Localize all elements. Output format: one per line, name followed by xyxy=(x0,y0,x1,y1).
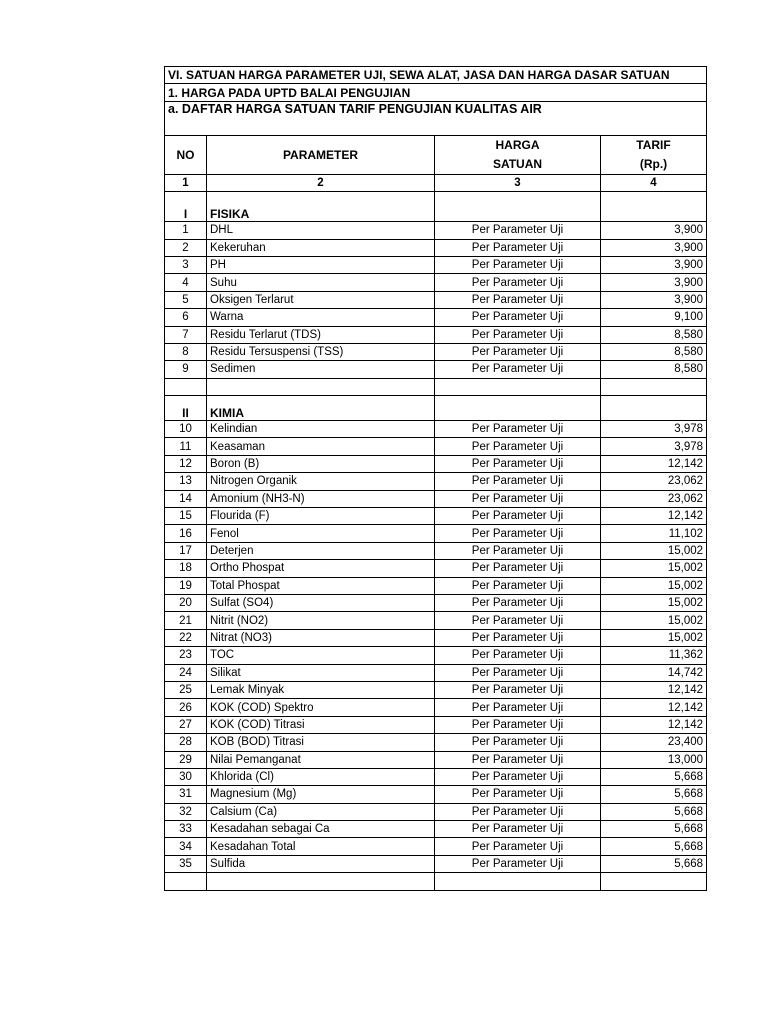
parameter-name: Magnesium (Mg) xyxy=(207,786,435,803)
row-number: 24 xyxy=(165,664,207,681)
empty-cell xyxy=(207,378,435,395)
unit-price-basis: Per Parameter Uji xyxy=(435,455,601,472)
table-row xyxy=(165,525,707,542)
header-tarif-line1: TARIF xyxy=(636,137,671,152)
parameter-name: Residu Tersuspensi (TSS) xyxy=(207,343,435,360)
section-title: 1. HARGA PADA UPTD BALAI PENGUJIAN xyxy=(165,84,707,101)
row-number: 11 xyxy=(165,438,207,455)
row-number: 22 xyxy=(165,629,207,646)
tariff-value: 3,900 xyxy=(601,239,707,256)
tariff-value: 5,668 xyxy=(601,855,707,872)
unit-price-basis: Per Parameter Uji xyxy=(435,821,601,838)
empty-cell xyxy=(601,192,707,222)
tariff-value: 15,002 xyxy=(601,560,707,577)
unit-price-basis: Per Parameter Uji xyxy=(435,577,601,594)
row-number: 18 xyxy=(165,560,207,577)
parameter-name: KOB (BOD) Titrasi xyxy=(207,734,435,751)
table-row xyxy=(165,239,707,256)
parameter-name: Boron (B) xyxy=(207,455,435,472)
unit-price-basis: Per Parameter Uji xyxy=(435,438,601,455)
row-number: 32 xyxy=(165,803,207,820)
row-number: 5 xyxy=(165,291,207,308)
parameter-name: Sulfat (SO4) xyxy=(207,594,435,611)
tariff-value: 5,668 xyxy=(601,803,707,820)
row-number: 1 xyxy=(165,222,207,239)
table-row xyxy=(165,326,707,343)
unit-price-basis: Per Parameter Uji xyxy=(435,855,601,872)
unit-price-basis: Per Parameter Uji xyxy=(435,803,601,820)
tariff-value: 3,978 xyxy=(601,421,707,438)
empty-cell xyxy=(435,378,601,395)
table-row xyxy=(165,629,707,646)
table-row xyxy=(165,309,707,326)
parameter-name: Sulfida xyxy=(207,855,435,872)
empty-cell xyxy=(435,396,601,421)
header-harga-line1: HARGA xyxy=(495,137,540,152)
row-number: 19 xyxy=(165,577,207,594)
tariff-value: 15,002 xyxy=(601,577,707,594)
table-row xyxy=(165,786,707,803)
section-name: FISIKA xyxy=(207,192,435,222)
table-row xyxy=(165,490,707,507)
tariff-value: 5,668 xyxy=(601,768,707,785)
row-number: 29 xyxy=(165,751,207,768)
tariff-value: 11,102 xyxy=(601,525,707,542)
tariff-value: 5,668 xyxy=(601,786,707,803)
table-title: a. DAFTAR HARGA SATUAN TARIF PENGUJIAN KUALITAS AIR xyxy=(165,101,707,135)
row-number: 12 xyxy=(165,455,207,472)
table-row xyxy=(165,256,707,273)
unit-price-basis: Per Parameter Uji xyxy=(435,291,601,308)
row-number: 10 xyxy=(165,421,207,438)
unit-price-basis: Per Parameter Uji xyxy=(435,256,601,273)
table-row xyxy=(165,455,707,472)
header-tarif-line2: (Rp.) xyxy=(639,156,668,171)
row-number: 2 xyxy=(165,239,207,256)
table-row xyxy=(165,751,707,768)
column-number-row xyxy=(165,174,707,191)
row-number: 34 xyxy=(165,838,207,855)
parameter-name: KOK (COD) Titrasi xyxy=(207,716,435,733)
table-row xyxy=(165,647,707,664)
tariff-value: 9,100 xyxy=(601,309,707,326)
row-number: 9 xyxy=(165,361,207,378)
section-header-row xyxy=(165,192,707,222)
unit-price-basis: Per Parameter Uji xyxy=(435,751,601,768)
tariff-value: 15,002 xyxy=(601,594,707,611)
parameter-name: Nilai Pemanganat xyxy=(207,751,435,768)
parameter-name: Deterjen xyxy=(207,542,435,559)
column-number: 2 xyxy=(207,174,435,191)
unit-price-basis: Per Parameter Uji xyxy=(435,594,601,611)
parameter-name: Nitrogen Organik xyxy=(207,473,435,490)
tariff-value: 13,000 xyxy=(601,751,707,768)
table-row xyxy=(165,664,707,681)
row-number: 33 xyxy=(165,821,207,838)
parameter-name: Fenol xyxy=(207,525,435,542)
tariff-value: 8,580 xyxy=(601,343,707,360)
unit-price-basis: Per Parameter Uji xyxy=(435,274,601,291)
table-row xyxy=(165,222,707,239)
unit-price-basis: Per Parameter Uji xyxy=(435,473,601,490)
unit-price-basis: Per Parameter Uji xyxy=(435,716,601,733)
tariff-value: 3,900 xyxy=(601,291,707,308)
section-numeral: II xyxy=(165,396,207,421)
table-row xyxy=(165,768,707,785)
unit-price-basis: Per Parameter Uji xyxy=(435,222,601,239)
unit-price-basis: Per Parameter Uji xyxy=(435,343,601,360)
column-header-row xyxy=(165,135,707,174)
header-parameter: PARAMETER xyxy=(207,135,435,174)
table-row xyxy=(165,542,707,559)
parameter-name: Residu Terlarut (TDS) xyxy=(207,326,435,343)
table-row xyxy=(165,681,707,698)
row-number: 28 xyxy=(165,734,207,751)
tariff-table xyxy=(164,66,707,891)
tariff-value: 23,062 xyxy=(601,490,707,507)
unit-price-basis: Per Parameter Uji xyxy=(435,612,601,629)
row-number: 16 xyxy=(165,525,207,542)
table-row xyxy=(165,855,707,872)
tariff-value: 15,002 xyxy=(601,612,707,629)
unit-price-basis: Per Parameter Uji xyxy=(435,361,601,378)
row-number: 8 xyxy=(165,343,207,360)
spacer-row xyxy=(165,378,707,395)
table-row xyxy=(165,361,707,378)
tariff-value: 12,142 xyxy=(601,699,707,716)
table-row xyxy=(165,421,707,438)
empty-cell xyxy=(165,378,207,395)
table-row xyxy=(165,291,707,308)
table-row xyxy=(165,577,707,594)
tariff-value: 15,002 xyxy=(601,542,707,559)
parameter-name: Warna xyxy=(207,309,435,326)
column-number: 4 xyxy=(601,174,707,191)
empty-cell xyxy=(601,396,707,421)
table-row xyxy=(165,274,707,291)
header-harga-satuan xyxy=(435,135,601,174)
parameter-name: TOC xyxy=(207,647,435,664)
row-number: 31 xyxy=(165,786,207,803)
parameter-name: Ortho Phospat xyxy=(207,560,435,577)
row-number: 25 xyxy=(165,681,207,698)
unit-price-basis: Per Parameter Uji xyxy=(435,525,601,542)
parameter-name: Lemak Minyak xyxy=(207,681,435,698)
parameter-name: KOK (COD) Spektro xyxy=(207,699,435,716)
parameter-name: Sedimen xyxy=(207,361,435,378)
table-row xyxy=(165,594,707,611)
section-name: KIMIA xyxy=(207,396,435,421)
table-row xyxy=(165,699,707,716)
parameter-name: Amonium (NH3-N) xyxy=(207,490,435,507)
row-number: 6 xyxy=(165,309,207,326)
header-tarif xyxy=(601,135,707,174)
row-number: 7 xyxy=(165,326,207,343)
tariff-value: 11,362 xyxy=(601,647,707,664)
empty-cell xyxy=(435,873,601,890)
unit-price-basis: Per Parameter Uji xyxy=(435,508,601,525)
table-row xyxy=(165,716,707,733)
parameter-name: Nitrit (NO2) xyxy=(207,612,435,629)
tariff-value: 12,142 xyxy=(601,508,707,525)
parameter-name: PH xyxy=(207,256,435,273)
table-row xyxy=(165,612,707,629)
table-row xyxy=(165,473,707,490)
parameter-name: DHL xyxy=(207,222,435,239)
parameter-name: Calsium (Ca) xyxy=(207,803,435,820)
tariff-value: 23,062 xyxy=(601,473,707,490)
row-number: 4 xyxy=(165,274,207,291)
row-number: 13 xyxy=(165,473,207,490)
unit-price-basis: Per Parameter Uji xyxy=(435,681,601,698)
table-row xyxy=(165,734,707,751)
empty-cell xyxy=(207,873,435,890)
parameter-name: Flourida (F) xyxy=(207,508,435,525)
tariff-value: 23,400 xyxy=(601,734,707,751)
empty-cell xyxy=(601,873,707,890)
row-number: 15 xyxy=(165,508,207,525)
row-number: 17 xyxy=(165,542,207,559)
tariff-value: 3,978 xyxy=(601,438,707,455)
header-harga-line2: SATUAN xyxy=(492,156,543,171)
parameter-name: Silikat xyxy=(207,664,435,681)
row-number: 20 xyxy=(165,594,207,611)
parameter-name: Kesadahan sebagai Ca xyxy=(207,821,435,838)
parameter-name: Kekeruhan xyxy=(207,239,435,256)
row-number: 26 xyxy=(165,699,207,716)
tariff-value: 12,142 xyxy=(601,455,707,472)
table-row xyxy=(165,803,707,820)
parameter-name: Kelindian xyxy=(207,421,435,438)
tariff-value: 8,580 xyxy=(601,361,707,378)
unit-price-basis: Per Parameter Uji xyxy=(435,326,601,343)
tariff-value: 3,900 xyxy=(601,274,707,291)
spacer-row xyxy=(165,873,707,890)
table-row xyxy=(165,508,707,525)
table-row xyxy=(165,438,707,455)
unit-price-basis: Per Parameter Uji xyxy=(435,664,601,681)
unit-price-basis: Per Parameter Uji xyxy=(435,560,601,577)
header-no: NO xyxy=(165,135,207,174)
tariff-value: 12,142 xyxy=(601,716,707,733)
unit-price-basis: Per Parameter Uji xyxy=(435,734,601,751)
parameter-name: Suhu xyxy=(207,274,435,291)
row-number: 14 xyxy=(165,490,207,507)
row-number: 30 xyxy=(165,768,207,785)
parameter-name: Nitrat (NO3) xyxy=(207,629,435,646)
empty-cell xyxy=(601,378,707,395)
parameter-name: Khlorida (Cl) xyxy=(207,768,435,785)
column-number: 3 xyxy=(435,174,601,191)
unit-price-basis: Per Parameter Uji xyxy=(435,838,601,855)
parameter-name: Oksigen Terlarut xyxy=(207,291,435,308)
tariff-value: 14,742 xyxy=(601,664,707,681)
table-row xyxy=(165,838,707,855)
tariff-value: 8,580 xyxy=(601,326,707,343)
row-number: 3 xyxy=(165,256,207,273)
column-number: 1 xyxy=(165,174,207,191)
tariff-value: 3,900 xyxy=(601,222,707,239)
row-number: 35 xyxy=(165,855,207,872)
unit-price-basis: Per Parameter Uji xyxy=(435,542,601,559)
unit-price-basis: Per Parameter Uji xyxy=(435,786,601,803)
table-row xyxy=(165,560,707,577)
section-header-row xyxy=(165,396,707,421)
unit-price-basis: Per Parameter Uji xyxy=(435,309,601,326)
document-title: VI. SATUAN HARGA PARAMETER UJI, SEWA ALAT, JASA DAN HARGA DASAR SATUAN xyxy=(165,67,707,84)
table-row xyxy=(165,821,707,838)
tariff-value: 12,142 xyxy=(601,681,707,698)
unit-price-basis: Per Parameter Uji xyxy=(435,647,601,664)
section-numeral: I xyxy=(165,192,207,222)
tariff-value: 5,668 xyxy=(601,821,707,838)
unit-price-basis: Per Parameter Uji xyxy=(435,768,601,785)
parameter-name: Total Phospat xyxy=(207,577,435,594)
unit-price-basis: Per Parameter Uji xyxy=(435,421,601,438)
unit-price-basis: Per Parameter Uji xyxy=(435,239,601,256)
tariff-value: 3,900 xyxy=(601,256,707,273)
empty-cell xyxy=(165,873,207,890)
unit-price-basis: Per Parameter Uji xyxy=(435,699,601,716)
parameter-name: Keasaman xyxy=(207,438,435,455)
tariff-value: 15,002 xyxy=(601,629,707,646)
row-number: 27 xyxy=(165,716,207,733)
unit-price-basis: Per Parameter Uji xyxy=(435,629,601,646)
row-number: 21 xyxy=(165,612,207,629)
parameter-name: Kesadahan Total xyxy=(207,838,435,855)
unit-price-basis: Per Parameter Uji xyxy=(435,490,601,507)
table-row xyxy=(165,343,707,360)
row-number: 23 xyxy=(165,647,207,664)
empty-cell xyxy=(435,192,601,222)
tariff-value: 5,668 xyxy=(601,838,707,855)
